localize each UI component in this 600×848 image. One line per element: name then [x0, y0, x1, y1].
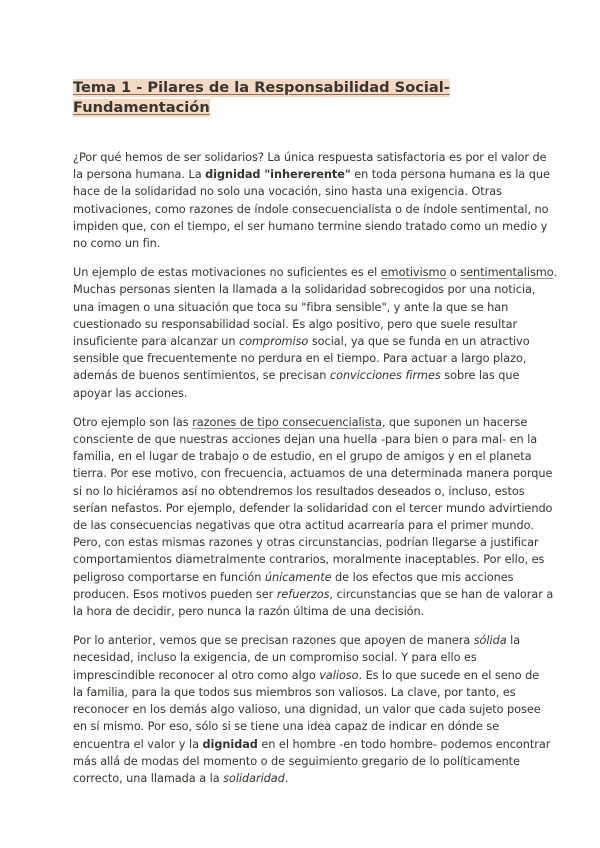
text-run: si no lo hiciéramos así no obtendremos los resultados deseados o, incluso, estos: [73, 484, 525, 498]
text-run: reconocer en los demás algo valioso, una dignidad, un valor que cada sujeto posee: [73, 703, 541, 717]
text-line: [73, 299, 529, 316]
text-run: más allá de modas del momento o de seguimiento gregario de lo políticamente: [73, 754, 520, 768]
text-line: [73, 218, 548, 235]
italic-text: compromiso: [239, 335, 309, 349]
text-line: [73, 770, 529, 787]
paragraph: [73, 414, 554, 620]
text-line: [73, 551, 545, 568]
underlined-term: emotivismo: [380, 266, 447, 280]
text-run: tierra. Por ese motivo, con frecuencia, actuamos de una determinada manera porque: [73, 467, 553, 481]
text-line: [73, 281, 536, 298]
text-line: [73, 385, 529, 402]
text-line: [73, 753, 529, 770]
text-line: [73, 201, 549, 218]
text-line: [73, 500, 553, 517]
text-line: [73, 517, 534, 534]
italic-text: valioso: [319, 668, 359, 682]
text-line: [73, 235, 529, 252]
text-run: Un ejemplo de estas motivaciones no suficientes es el: [73, 266, 381, 280]
text-run: cuestionado su responsabilidad social. Es algo positivo, pero que suele resultar: [73, 317, 518, 331]
text-run: ¿Por qué hemos de ser solidarios? La única respuesta satisfactoria es por el valor de: [73, 151, 547, 164]
text-run: motivaciones, como razones de índole consecuencialista o de índole sentimental, no: [73, 202, 549, 216]
paragraph: [73, 149, 550, 252]
text-run: en el hombre -en todo hombre- podemos encontrar: [257, 737, 551, 751]
text-run: sensible que frecuentemente no perdura en el tiempo. Para actuar a largo plazo,: [73, 352, 527, 366]
document-page: [73, 78, 557, 799]
text-line: [73, 649, 529, 666]
text-run: Otro ejemplo son las: [73, 415, 193, 429]
document-body: [73, 149, 557, 787]
text-run: Por lo anterior, vemos que se precisan razones que apoyen de manera: [73, 634, 474, 648]
italic-text: sólida: [473, 634, 507, 648]
text-line: [73, 414, 529, 431]
text-run: .: [284, 771, 289, 785]
text-run: .: [553, 266, 557, 280]
text-line: [73, 166, 550, 183]
underlined-term: razones de tipo consecuencialista: [192, 415, 382, 429]
italic-text: convicciones firmes: [329, 369, 441, 383]
text-run: en toda persona humana es la que: [350, 168, 550, 182]
italic-text: solidaridad: [223, 771, 285, 785]
document-title: [73, 78, 529, 118]
text-run: hace de la solidaridad no solo una vocación, sino hasta una exigencia. Otras: [73, 185, 502, 199]
text-run: social, ya que se funda en un atractivo: [308, 335, 530, 349]
text-run: la persona humana. La: [73, 168, 206, 182]
text-run: Muchas personas sienten la llamada a la solidaridad sobrecogidos por una noticia,: [73, 283, 536, 297]
underlined-term: sentimentalismo: [460, 266, 554, 280]
text-run: además de buenos sentimientos, se precisan: [73, 369, 330, 383]
text-line: [73, 448, 532, 465]
text-line: [73, 569, 529, 586]
text-run: no como un fin.: [73, 237, 161, 251]
text-run: imprescindible reconocer al otro como algo: [73, 668, 320, 682]
text-run: comportamientos diametralmente contrarios, moralmente inaceptables. Por ello, es: [73, 553, 545, 567]
text-line: [73, 465, 553, 482]
italic-text: únicamente: [264, 570, 332, 584]
text-line: [73, 264, 557, 281]
text-run: familia, en el lugar de trabajo o de estudio, en el grupo de amigos y en el planeta: [73, 450, 532, 464]
text-line: [73, 586, 554, 603]
text-run: en sí mismo. Por eso, sólo si se tiene una idea capaz de indicar en dónde se: [73, 720, 500, 734]
italic-text: refuerzos: [276, 587, 330, 601]
text-run: de los efectos que mis acciones: [331, 570, 514, 584]
text-line: [73, 367, 529, 384]
paragraph: [73, 264, 557, 402]
text-line: [73, 684, 529, 701]
text-line: [73, 534, 539, 551]
text-line: [73, 149, 547, 166]
bold-text: dignidad: [202, 737, 258, 751]
text-line: [73, 333, 529, 350]
text-line: [73, 701, 541, 718]
text-run: peligroso comportarse en función: [73, 570, 265, 584]
text-line: [73, 350, 529, 367]
text-line: [73, 632, 529, 649]
text-run: de las consecuencias negativas que otra actitud acarrearía para el primer mundo.: [73, 519, 534, 533]
text-run: apoyar las acciones.: [73, 386, 188, 400]
text-run: o: [446, 266, 461, 280]
document-title-text: Tema 1 - Pilares de la Responsabilidad Social-Fundamentación: [73, 79, 450, 116]
text-line: [73, 603, 529, 620]
text-line: [73, 718, 529, 735]
text-run: la: [506, 634, 521, 648]
text-run: necesidad, incluso la exigencia, de un compromiso social. Y para ello es: [73, 651, 477, 665]
paragraph: [73, 632, 551, 787]
text-run: . Es lo que sucede en el seno de: [358, 668, 540, 682]
text-line: [73, 667, 540, 684]
text-run: encuentra el valor y la: [73, 737, 203, 751]
text-line: [73, 431, 538, 448]
text-line: [73, 316, 529, 333]
text-line: [73, 736, 551, 753]
text-run: consciente de que nuestras acciones dejan una huella -para bien o para mal- en la: [73, 433, 538, 447]
text-line: [73, 483, 529, 500]
text-run: impiden que, con el tiempo, el ser humano termine siendo tratado como un medio y: [73, 219, 548, 233]
text-run: la familia, para la que todos sus miembros son valiosos. La clave, por tanto, es: [73, 685, 516, 699]
bold-text: dignidad "inhererente": [205, 168, 351, 182]
text-run: correcto, una llamada a la: [73, 771, 224, 785]
text-run: una imagen o una situación que toca su "fibra sensible", y ante la que se han: [73, 300, 509, 314]
text-run: , que suponen un hacerse: [381, 415, 528, 429]
text-run: serían nefastos. Por ejemplo, defender la solidaridad con el tercer mundo advirtiendo: [73, 501, 553, 515]
text-run: producen. Esos motivos pueden ser: [73, 587, 277, 601]
text-line: [73, 183, 529, 200]
text-run: sobre las que: [440, 369, 520, 383]
text-run: Pero, con estas mismas razones y otras circunstancias, podrían llegarse a justificar: [73, 536, 539, 550]
text-run: , circunstancias que se han de valorar a: [329, 587, 554, 601]
text-run: insuficiente para alcanzar un: [73, 335, 239, 349]
text-run: la hora de decidir, pero nunca la razón última de una decisión.: [73, 605, 425, 619]
